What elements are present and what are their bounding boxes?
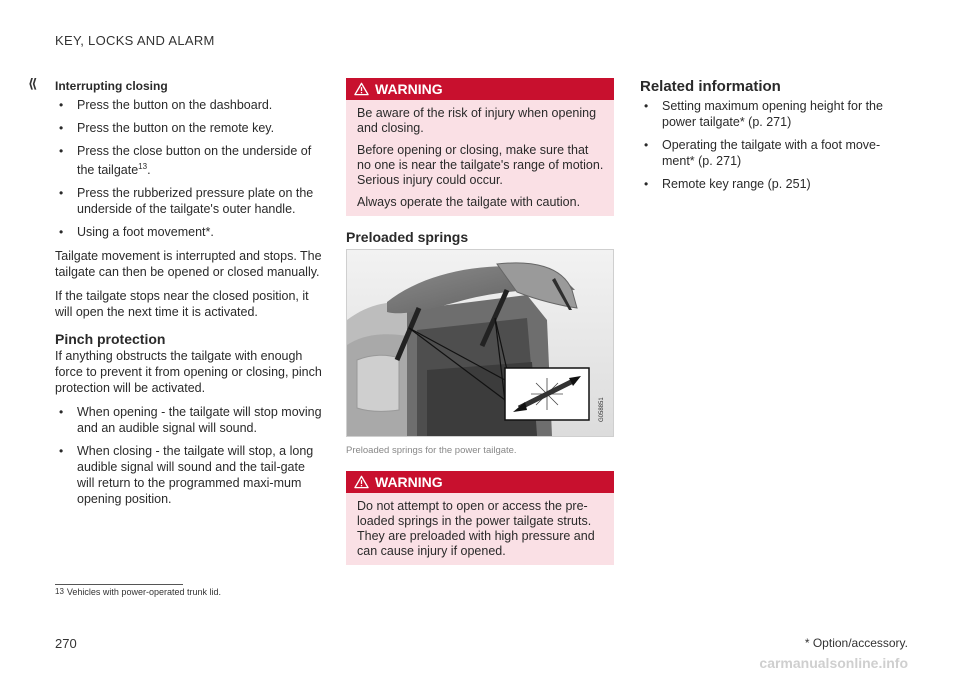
warning-body — [346, 493, 614, 565]
watermark: carmanualsonline.info — [759, 655, 908, 671]
warning-title: WARNING — [375, 474, 443, 490]
warning-header — [346, 78, 614, 100]
related-link[interactable]: • Setting maximum opening height for the power tailgate* (p. 271) — [640, 98, 910, 130]
list-item-text: Press the close button on the underside of the tailgate — [77, 144, 312, 178]
warning-title: WARNING — [375, 81, 443, 97]
paragraph: If the tailgate stops near the closed position, it will open the next time it is activated. — [55, 289, 309, 320]
footnote-divider — [55, 584, 183, 585]
tailgate-springs-figure — [346, 249, 614, 437]
pinch-list — [55, 404, 323, 507]
related-links-list — [640, 98, 910, 192]
list-item: • When opening - the tailgate will stop moving and an audible signal will sound. — [55, 404, 323, 436]
tailgate-illustration — [347, 250, 613, 436]
footnote-ref[interactable]: 13 — [138, 162, 148, 171]
warning-text: Do not attempt to open or access the pre-loaded springs in the power tailgate struts. They are preloaded with high pressure and can cause injury if opened. — [357, 499, 595, 558]
option-accessory-note: * Option/accessory. — [804, 636, 908, 650]
paragraph: If anything obstructs the tailgate with enough force to prevent it from opening or closing, pinch protection will be activated. — [55, 349, 322, 396]
warning-text: Be aware of the risk of injury when opening and closing. — [357, 106, 597, 135]
list-item: • Press the button on the dashboard. — [55, 97, 323, 113]
list-item: • When closing - the tailgate will stop, a long audible signal will sound and the tail-gate will return to the programmed maxi-mum opening position. — [55, 443, 323, 507]
column-1 — [55, 78, 323, 515]
column-2 — [346, 78, 614, 577]
footnote-number: 13 — [55, 587, 64, 596]
related-information-title: Related information — [640, 78, 781, 95]
related-link[interactable]: • Operating the tailgate with a foot move-ment* (p. 271) — [640, 137, 910, 169]
warning-triangle-icon — [354, 82, 369, 96]
pinch-protection-title: Pinch protection — [55, 331, 166, 348]
warning-text: Before opening or closing, make sure that no one is near the tailgate's range of motion. Serious injury could occur. — [357, 143, 604, 187]
warning-triangle-icon — [354, 475, 369, 489]
list-item: • Press the rubberized pressure plate on the underside of the tailgate's outer handle. — [55, 185, 323, 217]
double-chevron-left-icon: ⟪ — [28, 76, 38, 91]
warning-body — [346, 100, 614, 216]
column-3 — [640, 78, 910, 200]
interrupting-list — [55, 97, 323, 240]
figure-code: G058851 — [599, 397, 605, 422]
footnote-text: Vehicles with power-operated trunk lid. — [66, 587, 221, 597]
page-number: 270 — [55, 636, 77, 651]
page-header: KEY, LOCKS AND ALARM — [55, 33, 215, 48]
warning-header — [346, 471, 614, 493]
list-item: • Press the button on the remote key. — [55, 120, 323, 136]
warning-box — [346, 471, 614, 565]
warning-text: Always operate the tailgate with caution. — [357, 195, 581, 209]
warning-box — [346, 78, 614, 216]
figure-caption: Preloaded springs for the power tailgate. — [346, 445, 517, 456]
list-item: • Using a foot movement*. — [55, 224, 323, 240]
interrupting-closing-title: Interrupting closing — [55, 79, 168, 93]
related-link[interactable]: • Remote key range (p. 251) — [640, 176, 910, 192]
preloaded-springs-title: Preloaded springs — [346, 229, 469, 245]
list-item: • Press the close button on the underside of the tailgate$^{13}$. — [55, 143, 323, 178]
footnote — [55, 587, 221, 597]
paragraph: Tailgate movement is interrupted and stops. The tailgate can then be opened or closed manually. — [55, 249, 322, 280]
